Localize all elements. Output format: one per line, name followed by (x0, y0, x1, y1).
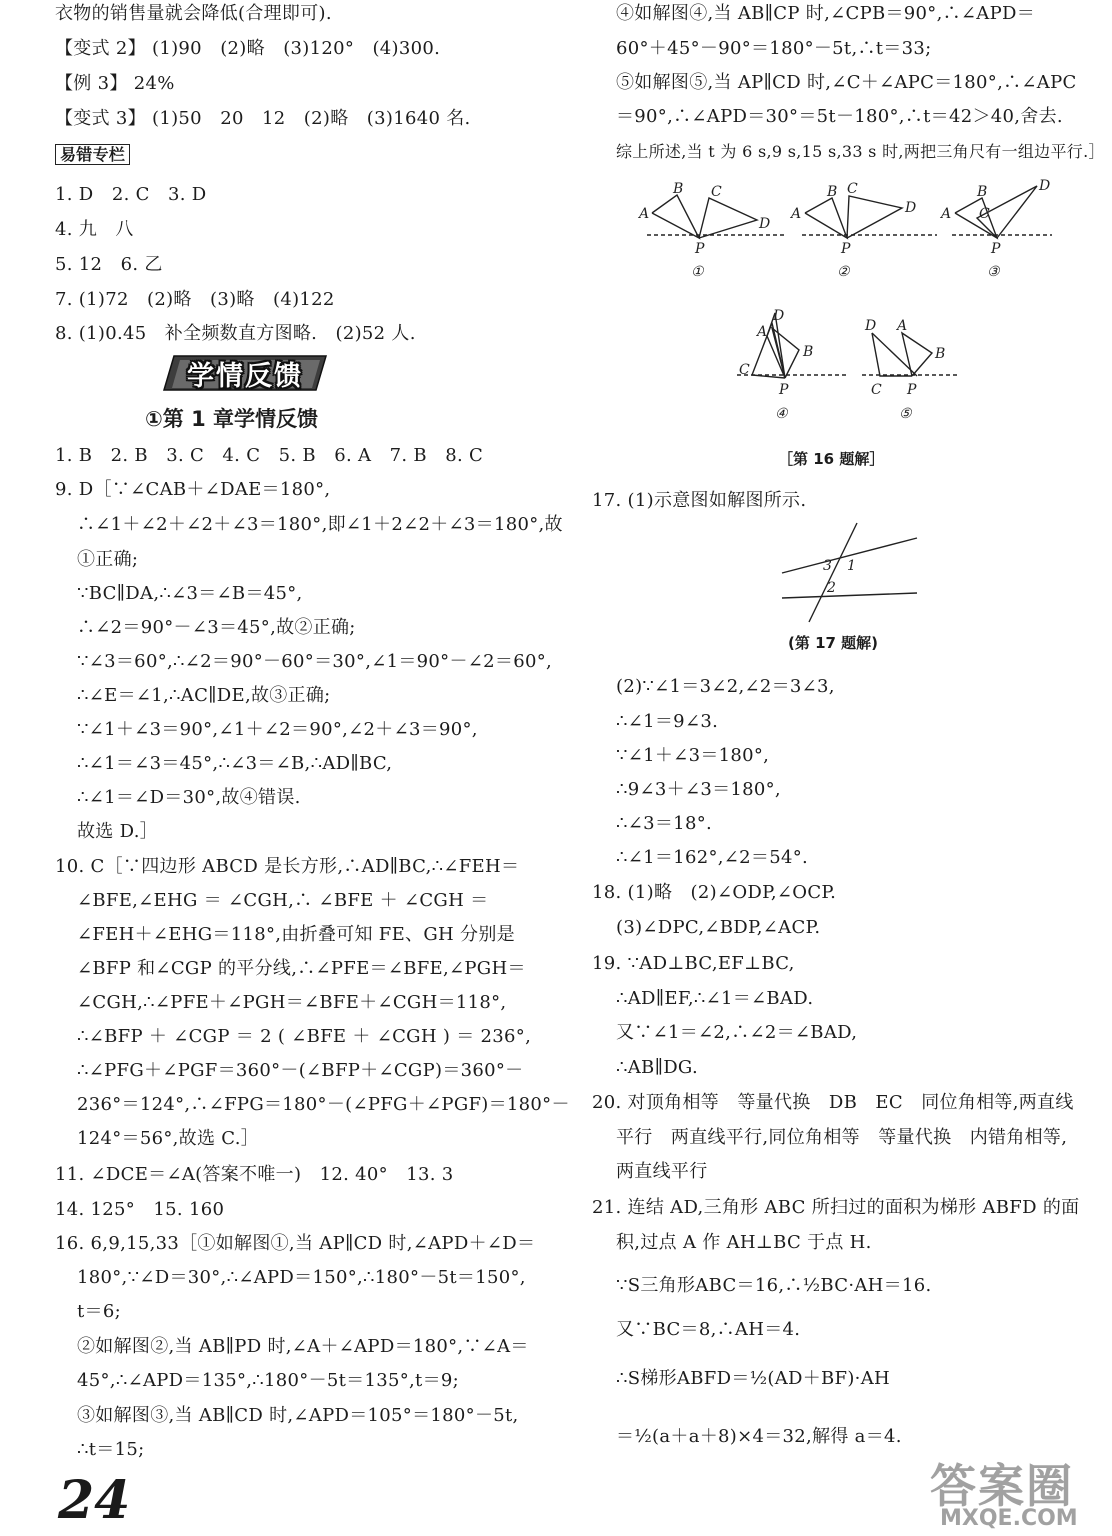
fig-label: D (905, 200, 917, 216)
answer-line: 5. 12 6. 乙 (55, 254, 163, 275)
fig-label: D (1039, 178, 1051, 194)
q10-line: ∠BFP 和∠CGP 的平分线,∴∠PFE＝∠BFE,∠PGH＝ (77, 958, 526, 979)
q10-line: 10. C［∵四边形 ABCD 是长方形,∴AD∥BC,∴∠FEH＝ (55, 856, 520, 877)
q9-line: ∴∠1＋∠2＋∠2＋∠3＝180°,即∠1＋2∠2＋∠3＝180°,故 (77, 514, 563, 535)
q9-line: ∵BC∥DA,∴∠3＝∠B＝45°, (77, 583, 303, 604)
q10-line: ∴∠PFG＋∠PGF＝360°－(∠BFP＋∠CGP)＝360°－ (77, 1060, 524, 1081)
fig-number: ④ (775, 406, 788, 422)
q21-line: ∴S梯形ABFD＝½(AD＋BF)·AH (616, 1368, 890, 1389)
fig-label: B (977, 184, 988, 200)
answer-line: 11. ∠DCE＝∠A(答案不唯一) 12. 40° 13. 3 (55, 1164, 454, 1185)
fig-label: B (935, 346, 946, 362)
fig-label: A (791, 206, 802, 222)
q16-line: ⑤如解图⑤,当 AP∥CD 时,∠C＋∠APC＝180°,∴∠APC (616, 72, 1077, 93)
q19-line: ∴AB∥DG. (616, 1057, 698, 1078)
fig-label: A (757, 324, 768, 340)
q21-line: 积,过点 A 作 AH⊥BC 于点 H. (616, 1232, 872, 1253)
q16-line: ④如解图④,当 AB∥CP 时,∠CPB＝90°,∴∠APD＝ (616, 3, 1036, 24)
q16-line: ＝90°,∴∠APD＝30°＝5t－180°,∴t＝42＞40,舍去. (616, 106, 1063, 127)
angle-label: 2 (827, 580, 836, 596)
q10-line: 236°＝124°,∴∠FPG＝180°－(∠PFG＋∠PGF)＝180°－ (77, 1094, 570, 1115)
q16-line: t＝6; (77, 1301, 121, 1322)
q19-line: 又∵∠1＝∠2,∴∠2＝∠BAD, (616, 1022, 858, 1043)
fig-label: A (897, 318, 908, 334)
answer-line: 1. B 2. B 3. C 4. C 5. B 6. A 7. B 8. C (55, 445, 484, 466)
fig-label: P (779, 382, 789, 398)
q20-line: 20. 对顶角相等 等量代换 DB EC 同位角相等,两直线 (592, 1092, 1074, 1113)
q17-figure (777, 518, 922, 623)
q16-line: 45°,∴∠APD＝135°,∴180°－5t＝135°,t＝9; (77, 1370, 460, 1391)
q9-line: ∵∠3＝60°,∴∠2＝90°－60°＝30°,∠1＝90°－∠2＝60°, (77, 651, 553, 672)
fig-label: D (773, 308, 785, 324)
q9-line: ∴∠1＝∠3＝45°,∴∠3＝∠B,∴AD∥BC, (77, 753, 393, 774)
q16-line: 16. 6,9,15,33［①如解图①,当 AP∥CD 时,∠APD＋∠D＝ (55, 1233, 536, 1254)
text-line: 衣物的销售量就会降低(合理即可). (55, 3, 332, 24)
answer-line: 14. 125° 15. 160 (55, 1199, 225, 1220)
fig-label: P (991, 241, 1001, 257)
q9-line: ∴∠E＝∠1,∴AC∥DE,故③正确; (77, 685, 331, 706)
fig-label: D (759, 216, 771, 232)
banner-title: 学情反馈 (187, 360, 303, 392)
q16-line: 180°,∵∠D＝30°,∴∠APD＝150°,∴180°－5t＝150°, (77, 1267, 526, 1288)
fig-label: C (979, 206, 990, 222)
fig-number: ③ (987, 264, 1000, 280)
q20-line: 两直线平行 (616, 1161, 708, 1182)
q9-line: ①正确; (77, 549, 139, 570)
q19-line: ∴AD∥EF,∴∠1＝∠BAD. (616, 988, 814, 1009)
q17-line: ∴∠1＝162°,∠2＝54°. (616, 847, 809, 868)
q16-line: ③如解图③,当 AB∥CD 时,∠APD＝105°＝180°－5t, (77, 1405, 519, 1426)
section-banner (160, 350, 330, 396)
fig-label: C (847, 181, 858, 197)
fig-number: ② (837, 264, 850, 280)
q9-line: 9. D［∵∠CAB＋∠DAE＝180°, (55, 479, 331, 500)
section-box-label: 易错专栏 (55, 144, 130, 165)
text-line: 【变式 3】 (1)50 20 12 (2)略 (3)1640 名. (55, 108, 471, 129)
q10-line: ∠BFE,∠EHG ＝ ∠CGH,∴ ∠BFE ＋ ∠CGH ＝ (77, 890, 489, 911)
answer-line: 4. 九 八 (55, 219, 134, 240)
q9-line: ∵∠1＋∠3＝90°,∠1＋∠2＝90°,∠2＋∠3＝90°, (77, 719, 478, 740)
fig-number: ⑤ (899, 406, 912, 422)
fig-label: B (827, 184, 838, 200)
q18-line: (3)∠DPC,∠BDP,∠ACP. (616, 917, 821, 938)
q17-line: (2)∵∠1＝3∠2,∠2＝3∠3, (616, 676, 835, 697)
q10-line: ∴∠BFP ＋ ∠CGP ＝ 2 ( ∠BFE ＋ ∠CGH ) ＝ 236°, (77, 1026, 532, 1047)
q9-line: 故选 D.］ (77, 821, 159, 842)
q17-line: ∴9∠3＋∠3＝180°, (616, 779, 781, 800)
q18-line: 18. (1)略 (2)∠ODP,∠OCP. (592, 882, 837, 903)
q17-line: ∵∠1＋∠3＝180°, (616, 745, 770, 766)
watermark-logo (930, 1450, 1105, 1530)
answer-line: 7. (1)72 (2)略 (3)略 (4)122 (55, 289, 335, 310)
q16-line: ②如解图②,当 AB∥PD 时,∠A＋∠APD＝180°,∵∠A＝ (77, 1336, 529, 1357)
q20-line: 平行 两直线平行,同位角相等 等量代换 内错角相等, (616, 1127, 1068, 1148)
text-line: 【例 3】 24% (55, 73, 175, 94)
text-line: 【变式 2】 (1)90 (2)略 (3)120° (4)300. (55, 38, 441, 59)
fig-number: ① (691, 264, 704, 280)
page-number: 24 (58, 1470, 131, 1531)
watermark-url: MXQE.COM (940, 1506, 1078, 1531)
q17-line: 17. (1)示意图如解图所示. (592, 490, 807, 511)
fig-label: P (841, 241, 851, 257)
answer-line: 8. (1)0.45 补全频数直方图略. (2)52 人. (55, 323, 416, 344)
q10-line: ∠CGH,∴∠PFE＋∠PGH＝∠BFE＋∠CGH＝118°, (77, 992, 507, 1013)
figure-caption: ［第 16 题解］ (778, 450, 885, 468)
fig-label: A (639, 206, 650, 222)
fig-label: A (941, 206, 952, 222)
figure-caption: (第 17 题解) (788, 634, 879, 652)
q21-line: ＝½(a＋a＋8)×4＝32,解得 a＝4. (616, 1426, 902, 1447)
fig-label: P (907, 382, 917, 398)
q10-line: 124°＝56°,故选 C.］ (77, 1128, 260, 1149)
q21-line: ∵S三角形ABC＝16,∴½BC·AH＝16. (616, 1275, 932, 1296)
fig-label: C (739, 362, 750, 378)
fig-label: D (865, 318, 877, 334)
q16-line: 综上所述,当 t 为 6 s,9 s,15 s,33 s 时,两把三角尺有一组边平行.］ (616, 142, 1105, 161)
q16-line: 60°＋45°－90°＝180°－5t,∴t＝33; (616, 38, 932, 59)
angle-label: 3 (823, 558, 832, 574)
q21-line: 又∵BC＝8,∴AH＝4. (616, 1319, 801, 1340)
q21-line: 21. 连结 AD,三角形 ABC 所扫过的面积为梯形 ABFD 的面 (592, 1197, 1080, 1218)
fig-label: P (695, 241, 705, 257)
q16-figures (627, 178, 1067, 448)
angle-label: 1 (847, 558, 856, 574)
answer-line: 1. D 2. C 3. D (55, 184, 207, 205)
fig-label: C (711, 184, 722, 200)
q19-line: 19. ∵AD⊥BC,EF⊥BC, (592, 953, 795, 974)
section-title: ①第 1 章学情反馈 (145, 407, 319, 431)
q17-line: ∴∠1＝9∠3. (616, 711, 719, 732)
q17-line: ∴∠3＝18°. (616, 813, 713, 834)
q9-line: ∴∠1＝∠D＝30°,故④错误. (77, 787, 301, 808)
q9-line: ∴∠2＝90°－∠3＝45°,故②正确; (77, 617, 356, 638)
watermark-text: 答案圈 (930, 1459, 1074, 1513)
q16-line: ∴t＝15; (77, 1439, 145, 1460)
fig-label: B (803, 344, 814, 360)
fig-label: C (871, 382, 882, 398)
fig-label: B (673, 181, 684, 197)
q10-line: ∠FEH＋∠EHG＝118°,由折叠可知 FE、GH 分别是 (77, 924, 515, 945)
